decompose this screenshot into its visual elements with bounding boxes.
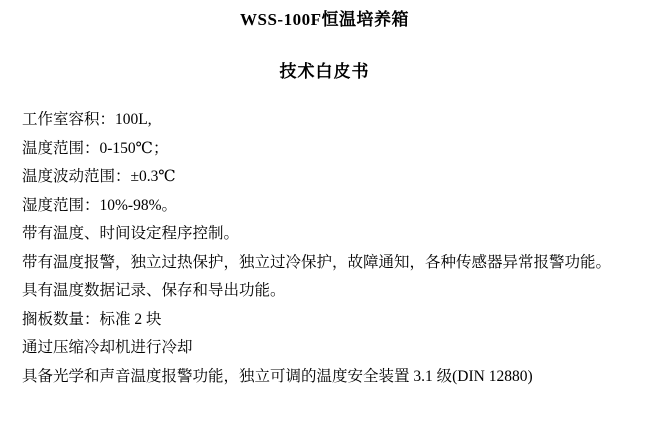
page-title: WSS-100F恒温培养箱 <box>240 10 409 29</box>
page-subtitle: 技术白皮书 <box>279 62 370 81</box>
spec-list <box>22 106 627 391</box>
spec-line: 温度范围：0-150℃； <box>22 139 169 157</box>
spec-line: 带有温度、时间设定程序控制。 <box>22 225 240 242</box>
spec-line: 具备光学和声音温度报警功能，独立可调的温度安全装置 3.1 级(DIN 12880) <box>22 367 533 385</box>
spec-line: 搁板数量：标准 2 块 <box>22 310 162 328</box>
document-page <box>0 8 649 427</box>
spec-line: 工作室容积：100L, <box>22 111 152 128</box>
spec-line: 具有温度数据记录、保存和导出功能。 <box>22 282 286 299</box>
spec-line: 湿度范围：10%-98%。 <box>22 196 177 214</box>
spec-line: 带有温度报警，独立过热保护，独立过冷保护，故障通知，各种传感器异常报警功能。 <box>22 253 612 271</box>
spec-line: 温度波动范围：±0.3℃ <box>22 168 176 185</box>
spec-line: 通过压缩冷却机进行冷却 <box>22 339 193 356</box>
